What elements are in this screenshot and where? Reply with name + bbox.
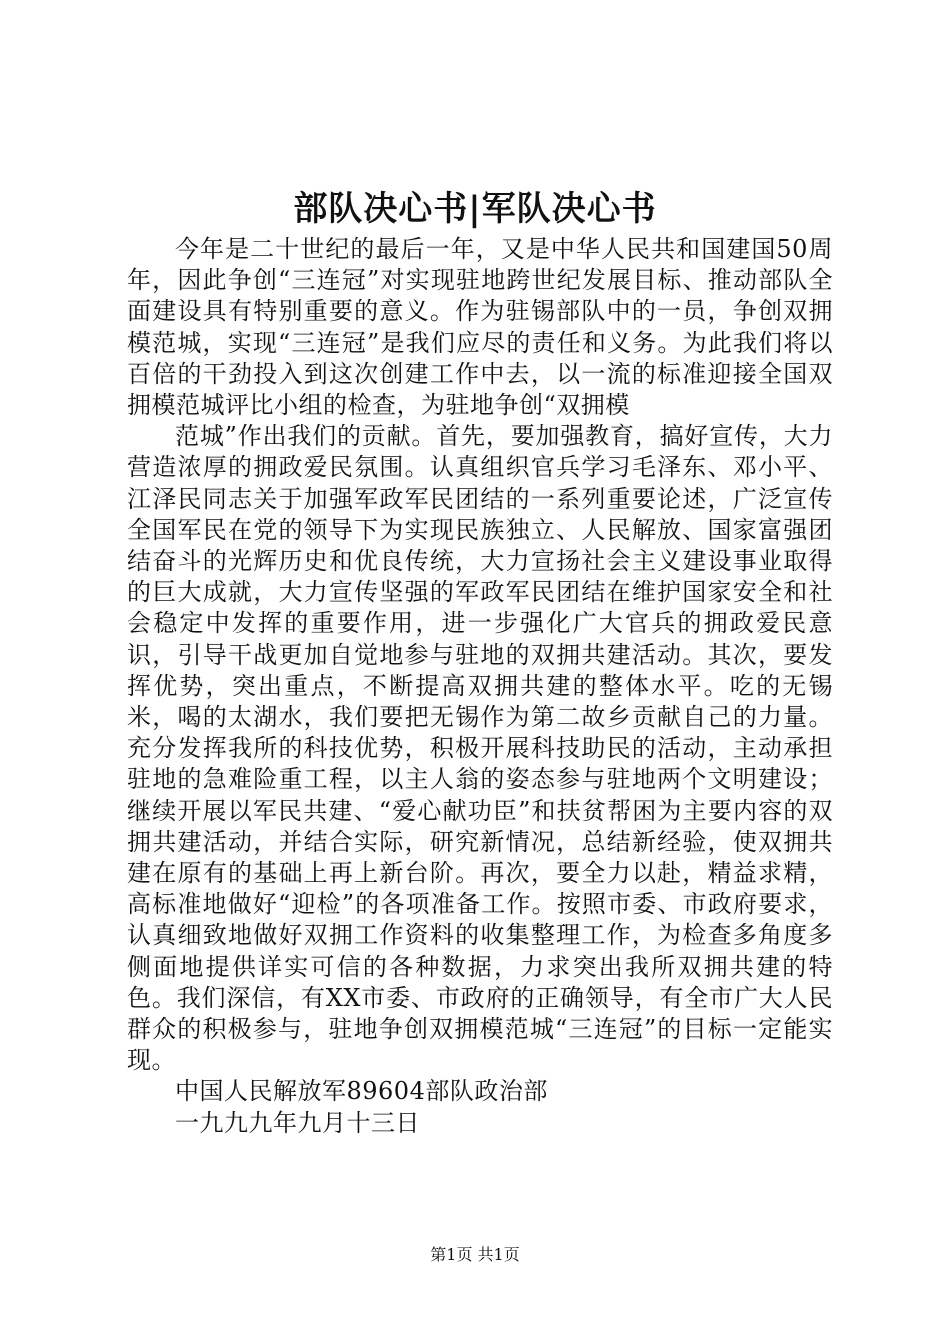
document-body: [127, 234, 833, 1139]
signature-date: 一九九九年九月十三日: [175, 1108, 420, 1137]
document-title: 部队决心书|军队决心书: [293, 189, 657, 229]
page-footer: 第1页 共1页: [430, 1245, 520, 1264]
signature-organization: 中国人民解放军89604部队政治部: [175, 1077, 548, 1106]
body-paragraph-2: 范城”作出我们的贡献。首先，要加强教育，搞好宣传，大力营造浓厚的拥政爱民氛围。认真组织官兵学习毛泽东、邓小平、江泽民同志关于加强军政军民团结的一系列重要论述，广泛宣传全国军民在党的领导下为实现民族独立、人民解放、国家富强团结奋斗的光辉历史和优良传统，大力宣扬社会主义建设事业取得的巨大成就，大力宣传坚强的军政军民团结在维护国家安全和社会稳定中发挥的重要作用，进一步强化广大官兵的拥政爱民意识，引导干战更加自觉地参与驻地的双拥共建活动。其次，要发挥优势，突出重点，不断提高双拥共建的整体水平。吃的无锡米，喝的太湖水，我们要把无锡作为第二故乡贡献自己的力量。充分发挥我所的科技优势，积极开展科技助民的活动，主动承担驻地的急难险重工程，以主人翁的姿态参与驻地两个文明建设；继续开展以军民共建、“爱心献功臣”和扶贫帮困为主要内容的双拥共建活动，并结合实际，研究新情况，总结新经验，使双拥共建在原有的基础上再上新台阶。再次，要全力以赴，精益求精，高标准地做好“迎检”的各项准备工作。按照市委、市政府要求，认真细致地做好双拥工作资料的收集整理工作，为检查多角度多侧面地提供详实可信的各种数据，力求突出我所双拥共建的特色。我们深信，有XX市委、市政府的正确领导，有全市广大人民群众的积极参与，驻地争创双拥模范城“三连冠”的目标一定能实现。: [127, 422, 833, 1075]
body-paragraph-1: 今年是二十世纪的最后一年，又是中华人民共和国建国50周年，因此争创“三连冠”对实现驻地跨世纪发展目标、推动部队全面建设具有特别重要的意义。作为驻锡部队中的一员，争创双拥模范城，实现“三连冠”是我们应尽的责任和义务。为此我们将以百倍的干劲投入到这次创建工作中去，以一流的标准迎接全国双拥模范城评比小组的检查，为驻地争创“双拥模: [127, 235, 833, 420]
